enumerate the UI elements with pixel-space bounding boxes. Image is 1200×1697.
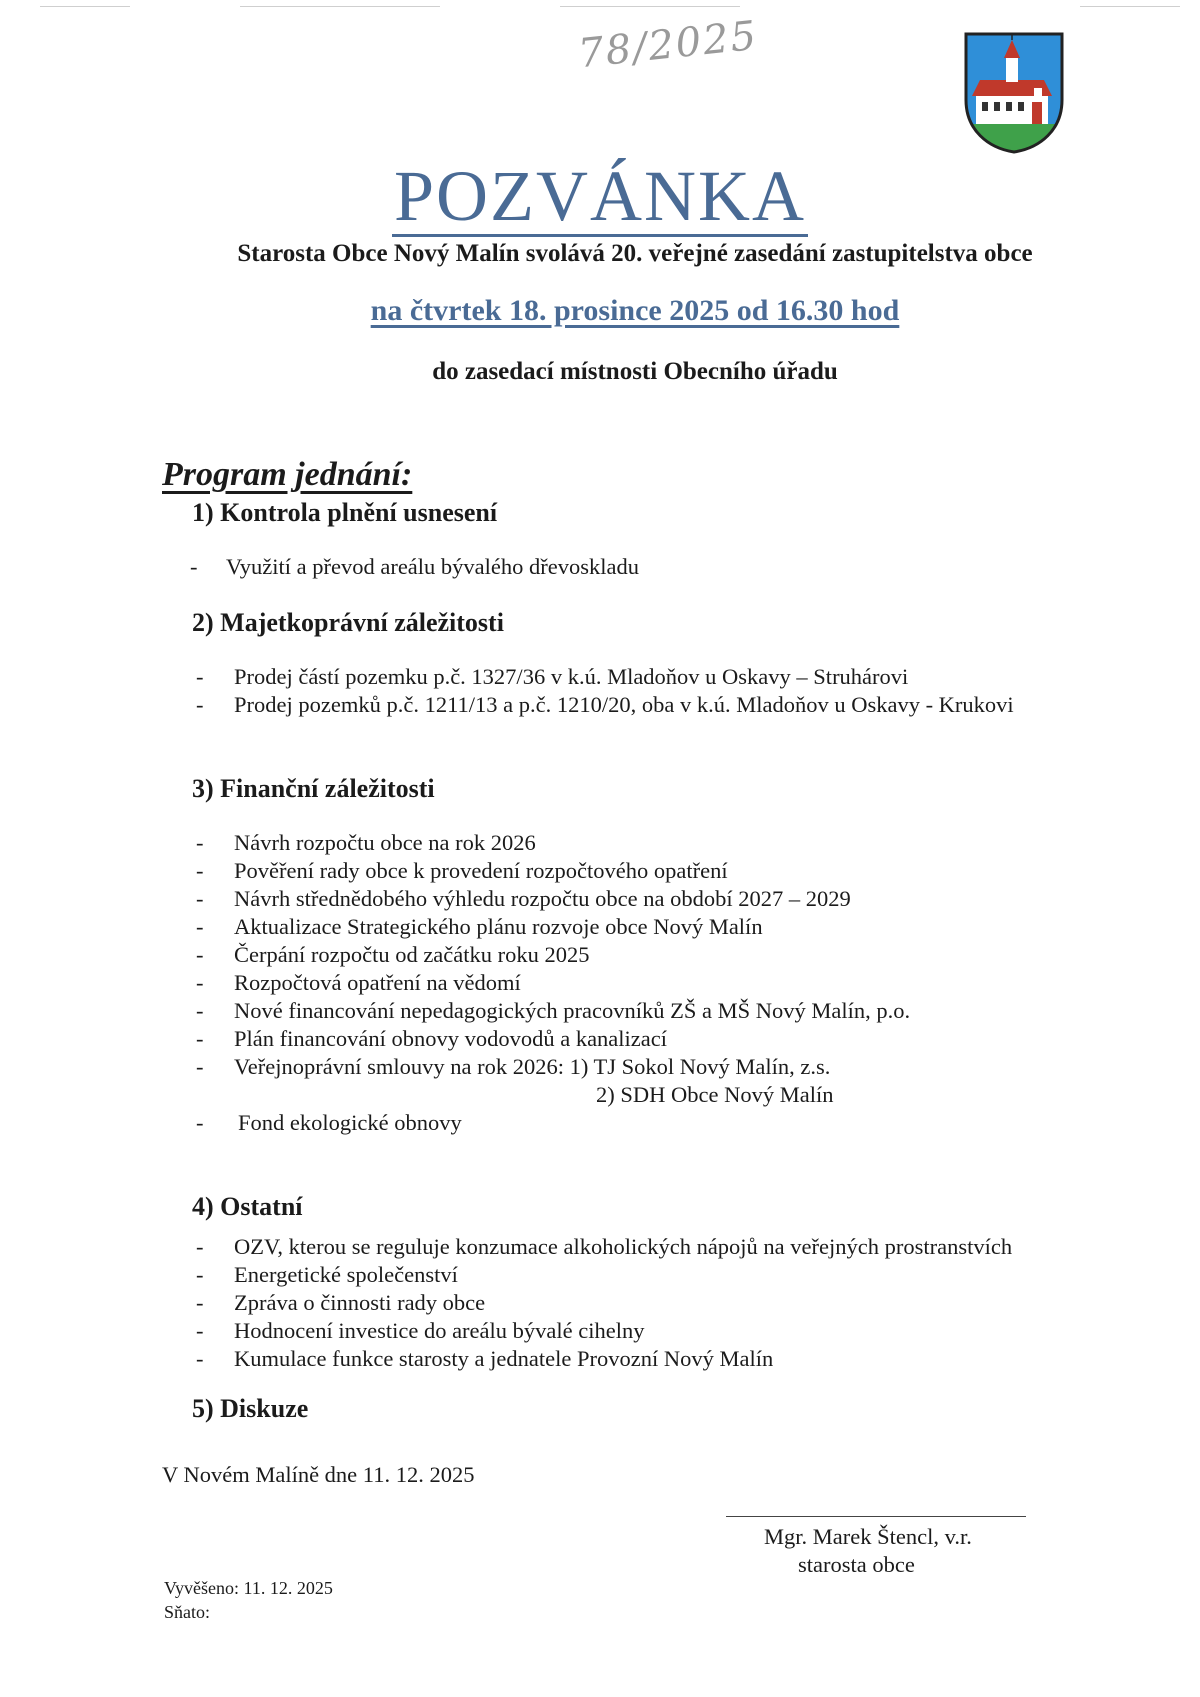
scan-artifact-line bbox=[560, 6, 740, 7]
list-dash: - bbox=[196, 998, 204, 1023]
list-item-text: Energetické společenství bbox=[234, 1262, 458, 1287]
list-item-continuation: 2) SDH Obce Nový Malín bbox=[596, 1082, 834, 1107]
scan-artifact-line bbox=[240, 6, 440, 7]
list-dash: - bbox=[196, 1346, 204, 1371]
section-title: 5) Diskuze bbox=[192, 1394, 309, 1423]
removed-date: Sňato: bbox=[164, 1602, 211, 1622]
list-dash: - bbox=[196, 886, 204, 911]
list-item-text: Aktualizace Strategického plánu rozvoje obce Nový Malín bbox=[234, 914, 763, 939]
municipal-crest-icon bbox=[962, 30, 1066, 156]
list-dash: - bbox=[196, 830, 204, 855]
list-dash: - bbox=[196, 664, 204, 689]
signature-line bbox=[726, 1516, 1026, 1517]
section-title: 1) Kontrola plnění usnesení bbox=[192, 498, 498, 527]
meeting-location: do zasedací místnosti Obecního úřadu bbox=[432, 358, 838, 385]
list-item-text: Prodej pozemků p.č. 1211/13 a p.č. 1210/20, oba v k.ú. Mladoňov u Oskavy - Krukovi bbox=[234, 692, 1014, 717]
list-item-text: Plán financování obnovy vodovodů a kanalizací bbox=[234, 1026, 668, 1051]
list-dash: - bbox=[196, 970, 204, 995]
signatory-role: starosta obce bbox=[798, 1552, 915, 1577]
list-dash: - bbox=[196, 1026, 204, 1051]
document-title-text: POZVÁNKA bbox=[394, 156, 806, 236]
program-heading: Program jednání: bbox=[162, 456, 413, 493]
list-dash: - bbox=[196, 1234, 204, 1259]
section-title: 4) Ostatní bbox=[192, 1192, 303, 1221]
list-dash: - bbox=[190, 554, 198, 579]
posted-date: Vyvěšeno: 11. 12. 2025 bbox=[164, 1578, 333, 1598]
list-dash: - bbox=[196, 1110, 204, 1135]
signatory-name: Mgr. Marek Štencl, v.r. bbox=[764, 1524, 972, 1549]
list-item-text: Veřejnoprávní smlouvy na rok 2026: 1) TJ Sokol Nový Malín, z.s. bbox=[234, 1054, 831, 1079]
list-dash: - bbox=[196, 858, 204, 883]
list-item-text: Využití a převod areálu bývalého dřevoskladu bbox=[226, 554, 639, 579]
place-and-date: V Novém Malíně dne 11. 12. 2025 bbox=[162, 1462, 475, 1487]
list-dash: - bbox=[196, 692, 204, 717]
list-dash: - bbox=[196, 1054, 204, 1079]
meeting-date-line bbox=[0, 294, 1200, 328]
meeting-date-text: na čtvrtek 18. prosince 2025 od 16.30 hod bbox=[370, 294, 900, 327]
section-title: 2) Majetkoprávní záležitosti bbox=[192, 608, 504, 637]
list-item-text: Návrh střednědobého výhledu rozpočtu obce na období 2027 – 2029 bbox=[234, 886, 851, 911]
document-title bbox=[0, 156, 1200, 237]
list-item-text: Čerpání rozpočtu od začátku roku 2025 bbox=[234, 942, 590, 967]
section-title: 3) Finanční záležitosti bbox=[192, 774, 435, 803]
registry-mark: 78/2025 bbox=[576, 12, 761, 78]
list-dash: - bbox=[196, 1290, 204, 1315]
list-item-text: Návrh rozpočtu obce na rok 2026 bbox=[234, 830, 536, 855]
list-item-text: Zpráva o činnosti rady obce bbox=[234, 1290, 486, 1315]
scan-artifact-line bbox=[1080, 6, 1180, 7]
list-item-text: Kumulace funkce starosty a jednatele Provozní Nový Malín bbox=[234, 1346, 774, 1371]
list-dash: - bbox=[196, 1262, 204, 1287]
scan-artifact-line bbox=[40, 6, 130, 7]
list-item-text: Pověření rady obce k provedení rozpočtového opatření bbox=[234, 858, 728, 883]
list-item-text: Prodej částí pozemku p.č. 1327/36 v k.ú. Mladoňov u Oskavy – Struhárovi bbox=[234, 664, 909, 689]
list-item-text: OZV, kterou se reguluje konzumace alkoholických nápojů na veřejných prostranstvích bbox=[234, 1234, 1013, 1259]
intro-line: Starosta Obce Nový Malín svolává 20. veřejné zasedání zastupitelstva obce bbox=[237, 240, 1033, 267]
list-dash: - bbox=[196, 914, 204, 939]
list-item-text: Fond ekologické obnovy bbox=[238, 1110, 462, 1135]
list-item-text: Nové financování nepedagogických pracovníků ZŠ a MŠ Nový Malín, p.o. bbox=[234, 998, 911, 1023]
list-item-text: Hodnocení investice do areálu bývalé cihelny bbox=[234, 1318, 645, 1343]
list-dash: - bbox=[196, 942, 204, 967]
list-item-text: Rozpočtová opatření na vědomí bbox=[234, 970, 521, 995]
list-dash: - bbox=[196, 1318, 204, 1343]
